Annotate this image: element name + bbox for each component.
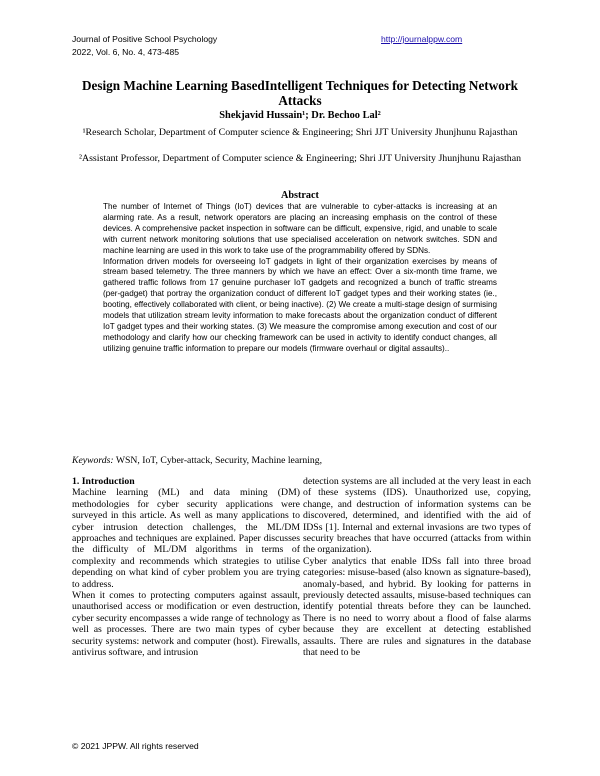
abstract-paragraph: The number of Internet of Things (IoT) devices that are vulnerable to cyber-attacks is increasing at an alarming rate. As a result, network operators are placing an increasing emphasis on the control of these devices. A comprehensive packet inspection in software can be difficult, expensive, rigid, and unable to scale with current network monitoring solutions that use specialised acceleration on network switches. SDN and machine learning are used in this work to take use of the programmability offered by SDNs. (103, 202, 497, 255)
body-paragraph: When it comes to protecting computers against assault, unauthorised access or modification or even destruction, cyber security encompasses a wide range of technology as well as processes. There are two main types of cyber security systems: network and computer (host). Firewalls, antivirus software, and intrusion (72, 590, 300, 659)
body-paragraph: detection systems are all included at the very least in each of these systems (IDS). Unauthorized use, copying, change, and destruction of information systems can be discovered, determined, and identified with the aid of IDSs [1]. Internal and external invasions are two types of security breaches that have occurred (attacks from within the organization). (303, 476, 531, 556)
abstract-paragraph: Information driven models for overseeing IoT gadgets in light of their organization exercises by means of stream based telemetry. The three manners by which we have an effect: Over a six-month time frame, we gathered traffic follows from 17 genuine purchaser IoT gadgets and recognized a bunch of traffic streams (per-gadget) that portray the organization conduct of different IoT gadget types and their working states (ie., booting, effectively collaborated with client, or being inactive). (2) We create a multi-stage design of surmising models that utilization stream levity information to make forecasts about the organization conduct of different IoT gadget types and their working states. (3) We measure the compromise among execution and cost of our methodology and clarify how our checking framework can be used in activity to identify conduct changes, all utilizing genuine traffic information to prepare our models (firmware overhaul or digital assaults).. (103, 256, 497, 353)
body-paragraph: Machine learning (ML) and data mining (DM) methodologies for cyber security applications were surveyed in this article. As well as many applications to cyber intrusion detection challenges, the ML/DM approaches and techniques are explained. Paper discusses the difficulty of ML/DM algorithms in terms of complexity and recommends which strategies to utilise depending on what kind of cyber problem you are trying to address. (72, 487, 300, 590)
journal-volume: 2022, Vol. 6, No. 4, 473-485 (72, 47, 180, 57)
keywords (72, 455, 532, 466)
paper-title: Design Machine Learning BasedIntelligent Techniques for Detecting Network Attacks (81, 78, 519, 108)
right-column (303, 476, 531, 659)
abstract-heading: Abstract (281, 190, 319, 201)
left-column (72, 476, 300, 659)
abstract-body (103, 202, 497, 355)
keywords-label: Keywords: (72, 455, 114, 466)
body-paragraph: Cyber analytics that enable IDSs fall into three broad categories: misuse-based (also known as signature-based), anomaly-based, and hybrid. By looking for patterns in previously detected assaults, misuse-based techniques can identify potential threats before they can be launched. There is no need to worry about a flood of false alarms because they are excellent at detecting established assaults. There are rules and signatures in the database that need to be (303, 555, 531, 659)
authors: Shekjavid Hussain¹; Dr. Bechoo Lal² (219, 110, 381, 121)
keywords-text: WSN, IoT, Cyber-attack, Security, Machine learning, (113, 455, 323, 466)
affiliation-1: ¹Research Scholar, Department of Computer science & Engineering; Shri JJT University Jhunjhunu Rajasthan (82, 127, 518, 138)
affiliation-2: ²Assistant Professor, Department of Computer science & Engineering; Shri JJT University Jhunjhunu Rajasthan (78, 153, 522, 164)
journal-name: Journal of Positive School Psychology (72, 34, 218, 44)
copyright-footer: © 2021 JPPW. All rights reserved (72, 741, 199, 751)
section-heading: 1. Introduction (72, 476, 135, 487)
journal-url-link[interactable]: http://journalppw.com (381, 34, 463, 44)
